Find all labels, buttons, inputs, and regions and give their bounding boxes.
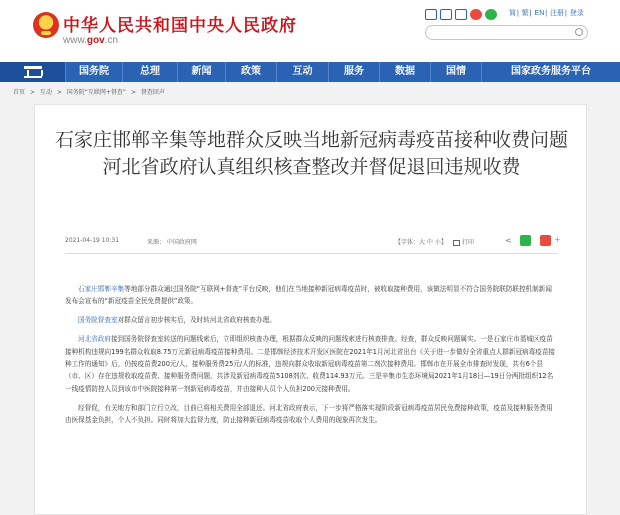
header-links: 简| 繁| EN| 注册| 登录 bbox=[509, 10, 584, 17]
nav-item-data[interactable]: 数据 bbox=[379, 62, 430, 82]
inline-link[interactable]: 河北省政府 bbox=[78, 335, 111, 344]
breadcrumb-interaction[interactable]: 互动 bbox=[39, 89, 52, 96]
print-button[interactable]: 打印 bbox=[453, 237, 474, 246]
search-input[interactable] bbox=[425, 25, 588, 40]
article-meta bbox=[65, 235, 565, 249]
inline-link[interactable]: 国务院督查室 bbox=[78, 316, 118, 325]
article-body bbox=[65, 283, 558, 433]
nav-item-state-council[interactable]: 国务院 bbox=[65, 62, 122, 82]
national-emblem-icon[interactable] bbox=[33, 12, 59, 38]
nav-item-services[interactable]: 服务 bbox=[328, 62, 379, 82]
breadcrumb-sep: > bbox=[56, 89, 62, 96]
main-nav bbox=[0, 62, 620, 82]
weibo-share-icon[interactable] bbox=[540, 235, 551, 246]
wechat-share-icon[interactable] bbox=[520, 235, 531, 246]
wechat-header-icon[interactable] bbox=[485, 9, 497, 20]
search-icon[interactable] bbox=[575, 28, 583, 36]
breadcrumb-sep: > bbox=[29, 89, 35, 96]
nav-item-policies[interactable]: 政策 bbox=[225, 62, 276, 82]
meta-divider bbox=[65, 253, 558, 254]
toolbar-icons bbox=[425, 7, 497, 21]
share-icon[interactable]: < bbox=[505, 236, 512, 245]
breadcrumb-sep: > bbox=[130, 89, 136, 96]
nav-home[interactable] bbox=[0, 62, 65, 82]
site-url: www.gov.cn bbox=[63, 35, 119, 46]
link-english[interactable]: EN bbox=[534, 10, 545, 17]
breadcrumb-supervision-echo[interactable]: 督查回声 bbox=[140, 89, 165, 96]
link-simplified[interactable]: 简 bbox=[509, 10, 516, 17]
nav-item-interaction[interactable]: 互动 bbox=[276, 62, 328, 82]
paragraph: 河北省政府接到国务院督查室转送的问题线索后，立即组织核查办理，根据群众反映的问题线索进行核查排查。经查，群众反映问题属实。一是石家庄市藁城区疫苗接种机构违规向199名群众收取8.75万元新冠病毒疫苗接种费用。二是邯郸经济技术开发区医院在2021年1月河北省出台《关于进一步做好全省重点人群新冠病毒疫苗接种工作的通知》后，仍按疫苗费200元/人、接种服务费25元/人的标准，违规向群众收取新冠病毒疫苗第二剂次接种费用。邯郸市在开展全市排查时发现，共有6个县（市、区）存在违规收取疫苗费、接种服务费问题，共涉及新冠病毒疫苗5108剂次、收费114.93万元。三是辛集市生态环境局2021年1月18日—19日分两批组织12名一线疫情防控人员到该市中医院接种第一剂新冠病毒疫苗，并由接种人员个人负担200元接种费用。 bbox=[65, 335, 556, 393]
accessibility-icon[interactable] bbox=[440, 9, 452, 20]
breadcrumb-home[interactable]: 首页 bbox=[13, 89, 26, 96]
nav-item-premier[interactable]: 总理 bbox=[122, 62, 177, 82]
print-icon bbox=[453, 240, 460, 246]
site-header bbox=[0, 0, 620, 62]
nav-item-national-info[interactable]: 国情 bbox=[430, 62, 481, 82]
building-icon bbox=[24, 66, 42, 78]
paragraph: 国务院督查室对群众留言初步核实后，及时转河北省政府核查办理。 bbox=[78, 316, 276, 325]
paragraph: 石家庄邯郸辛集等地部分群众通过国务院“互联网+督查”平台反映，他们在当地接种新冠病毒疫苗时，被收取接种费用，该做法明显不符合国务院联防联控机制新闻发布会宣布的“新冠疫苗全民免费提供”政策。 bbox=[65, 285, 552, 306]
font-size-control[interactable]: 【字体：大 中 小】 bbox=[395, 239, 447, 246]
link-traditional[interactable]: 繁 bbox=[521, 10, 529, 17]
mobile-icon[interactable] bbox=[455, 9, 467, 20]
nav-item-gov-service-platform[interactable]: 国家政务服务平台 bbox=[481, 62, 620, 82]
inline-link[interactable]: 石家庄邯郸辛集 bbox=[78, 285, 125, 293]
site-title[interactable]: 中华人民共和国中央人民政府 bbox=[63, 16, 297, 36]
article-date: 2021-04-19 10:31 bbox=[65, 237, 120, 244]
breadcrumb bbox=[13, 87, 168, 96]
mail-icon[interactable] bbox=[425, 9, 437, 20]
paragraph: 经督促，有关地方和部门立行立改，目前已将相关费用全部退还。河北省政府表示，下一步将严格落实现阶段新冠病毒疫苗居民免费接种政策，疫苗及接种服务费用由医保基金负担，个人不负担。同时将加大监督力度，防止接种新冠病毒疫苗收取个人费用的现象再次发生。 bbox=[65, 403, 553, 425]
weibo-header-icon[interactable] bbox=[470, 9, 482, 20]
more-share-icon[interactable]: + bbox=[554, 235, 561, 244]
article-card bbox=[34, 104, 587, 515]
breadcrumb-internet-plus-supervision[interactable]: 国务院“互联网+督查” bbox=[66, 89, 127, 96]
link-login[interactable]: 登录 bbox=[569, 10, 584, 17]
article-source: 来源： 中国政府网 bbox=[147, 239, 197, 246]
link-register[interactable]: 注册 bbox=[550, 10, 565, 17]
nav-item-news[interactable]: 新闻 bbox=[177, 62, 225, 82]
article-title: 石家庄邯郸辛集等地群众反映当地新冠病毒疫苗接种收费问题 河北省政府认真组织核查整改并督促退回违规收费 bbox=[55, 129, 569, 178]
